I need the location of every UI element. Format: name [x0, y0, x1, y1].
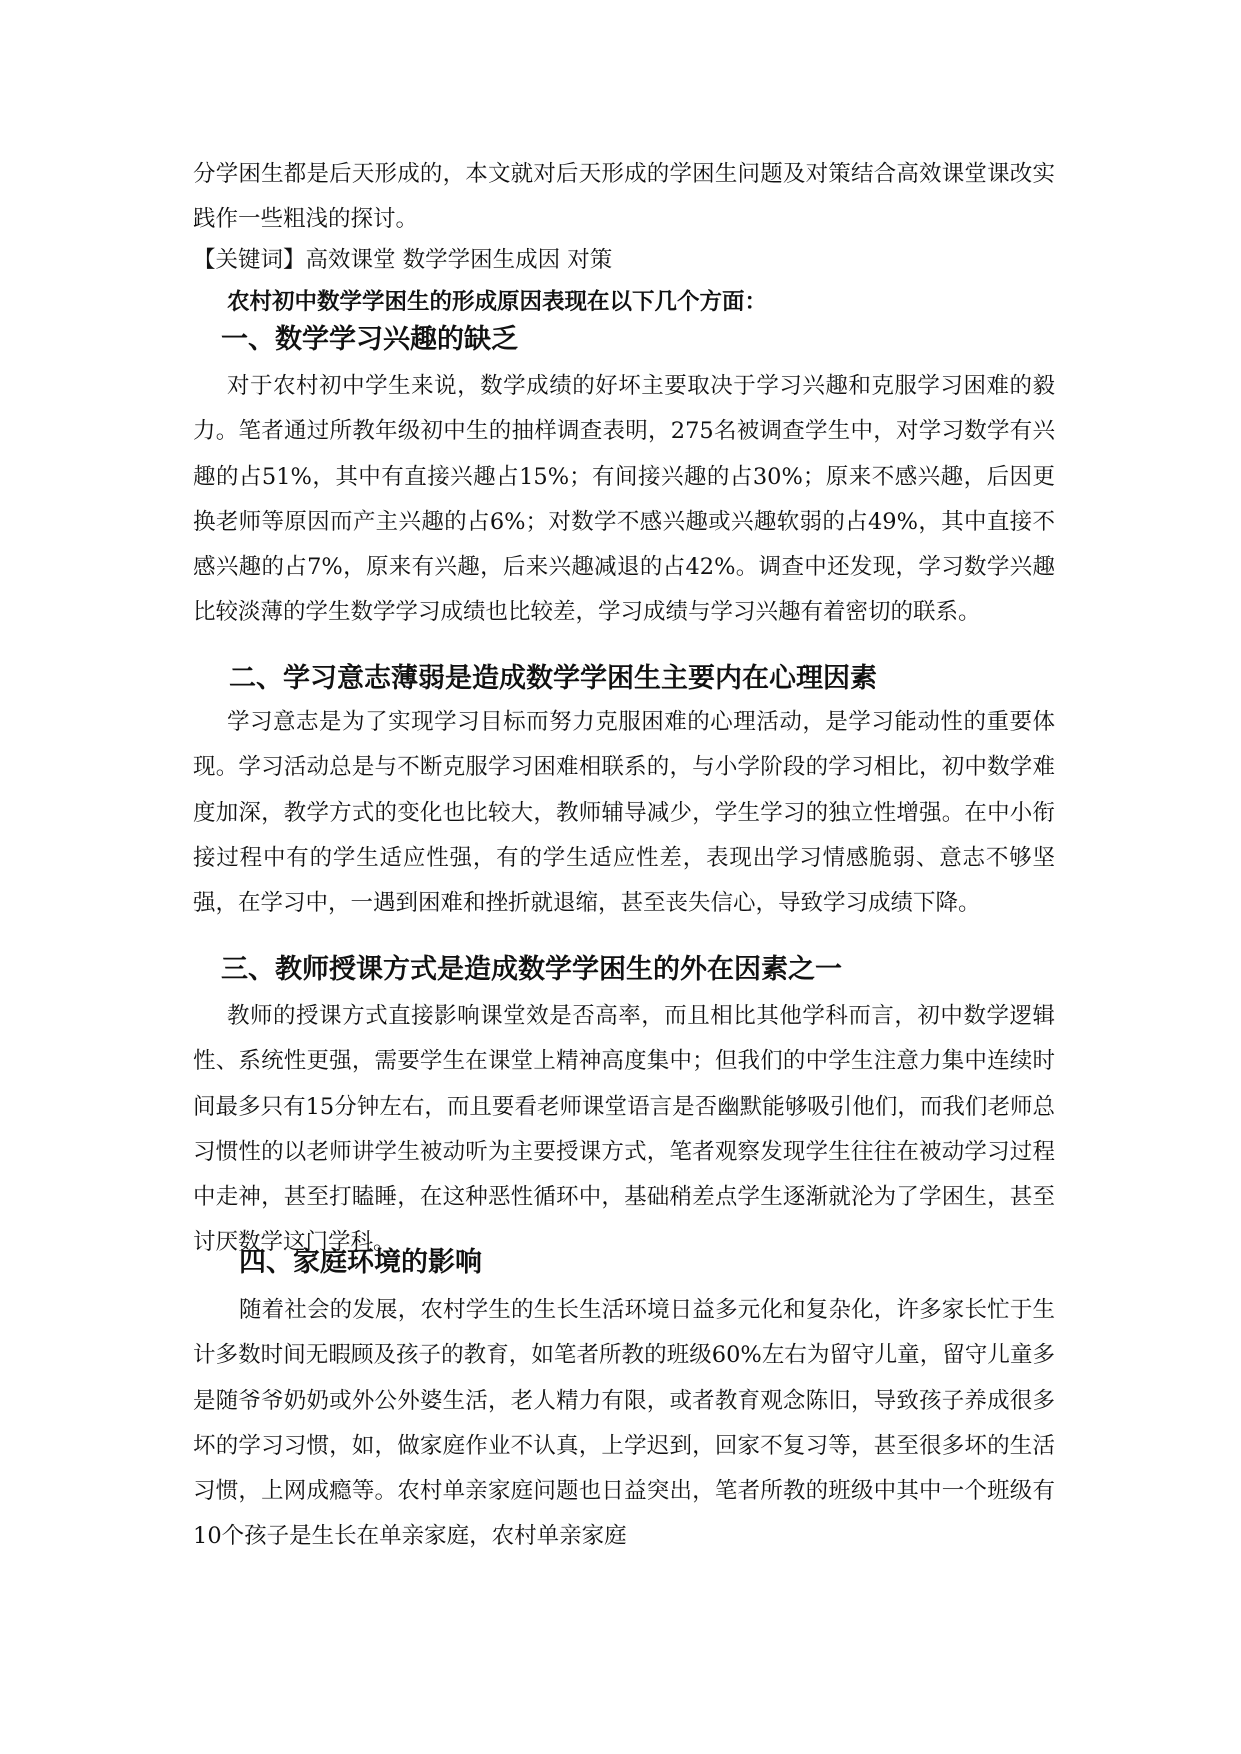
section-heading: 一、数学学习兴趣的缺乏: [221, 324, 518, 355]
section-paragraph: 随着社会的发展，农村学生的生长生活环境日益多元化和复杂化，许多家长忙于生计多数时间无暇顾及孩子的教育，如笔者所教的班级60%左右为留守儿童，留守儿童多是随爷爷奶奶或外公外婆生活，老人精力有限，或者教育观念陈旧，导致孩子养成很多坏的学习习惯，如，做家庭作业不认真，上学迟到，回家不复习等，甚至很多坏的生活习惯，上网成瘾等。农村单亲家庭问题也日益突出，笔者所教的班级中其中一个班级有10个孩子是生长在单亲家庭，农村单亲家庭: [193, 1297, 1055, 1550]
section-4-body: [193, 1288, 1055, 1560]
keywords-text: 【关键词】高效课堂 数学学困生成因 对策: [193, 247, 613, 273]
section-paragraph: 教师的授课方式直接影响课堂效是否高率，而且相比其他学科而言，初中数学逻辑性、系统性更强，需要学生在课堂上精神高度集中；但我们的中学生注意力集中连续时间最多只有15分钟左右，而且要看老师课堂语言是否幽默能够吸引他们，而我们老师总习惯性的以老师讲学生被动听为主要授课方式，笔者观察发现学生往往在被动学习过程中走神，甚至打瞌睡，在这种恶性循环中，基础稍差点学生逐渐就沦为了学困生，甚至讨厌数学这门学科。: [193, 1003, 1055, 1256]
section-2-heading: [193, 657, 1055, 701]
section-1-heading: [193, 318, 1055, 362]
section-paragraph: 对于农村初中学生来说，数学成绩的好坏主要取决于学习兴趣和克服学习困难的毅力。笔者通过所教年级初中生的抽样调查表明，275名被调查学生中，对学习数学有兴趣的占51%，其中有直接兴趣占15%；有间接兴趣的占30%；原来不感兴趣，后因更换老师等原因而产主兴趣的占6%；对数学不感兴趣或兴趣软弱的占49%，其中直接不感兴趣的占7%，原来有兴趣，后来兴趣减退的占42%。调查中还发现，学习数学兴趣比较淡薄的学生数学学习成绩也比较差，学习成绩与学习兴趣有着密切的联系。: [193, 373, 1055, 626]
section-1-body: [193, 364, 1055, 636]
section-3-heading: [193, 948, 1055, 992]
section-3-body: [193, 994, 1055, 1266]
intro-paragraph-end: [193, 152, 1055, 243]
keywords-line: [193, 238, 1055, 282]
section-heading: 二、学习意志薄弱是造成数学学困生主要内在心理因素: [229, 663, 877, 694]
lead-text: 农村初中数学学困生的形成原因表现在以下几个方面：: [227, 289, 768, 315]
section-paragraph: 学习意志是为了实现学习目标而努力克服困难的心理活动，是学习能动性的重要体现。学习活动总是与不断克服学习困难相联系的，与小学阶段的学习相比，初中数学难度加深，教学方式的变化也比较大，教师辅导减少，学生学习的独立性增强。在中小衔接过程中有的学生适应性强，有的学生适应性差，表现出学习情感脆弱、意志不够坚强，在学习中，一遇到困难和挫折就退缩，甚至丧失信心，导致学习成绩下降。: [193, 709, 1055, 917]
section-heading: 三、教师授课方式是造成数学学困生的外在因素之一: [221, 954, 842, 985]
section-4-heading: [193, 1241, 1055, 1285]
section-2-body: [193, 700, 1055, 926]
intro-text: 分学困生都是后天形成的，本文就对后天形成的学困生问题及对策结合高效课堂课改实践作一些粗浅的探讨。: [193, 161, 1055, 233]
section-heading: 四、家庭环境的影响: [239, 1247, 482, 1278]
